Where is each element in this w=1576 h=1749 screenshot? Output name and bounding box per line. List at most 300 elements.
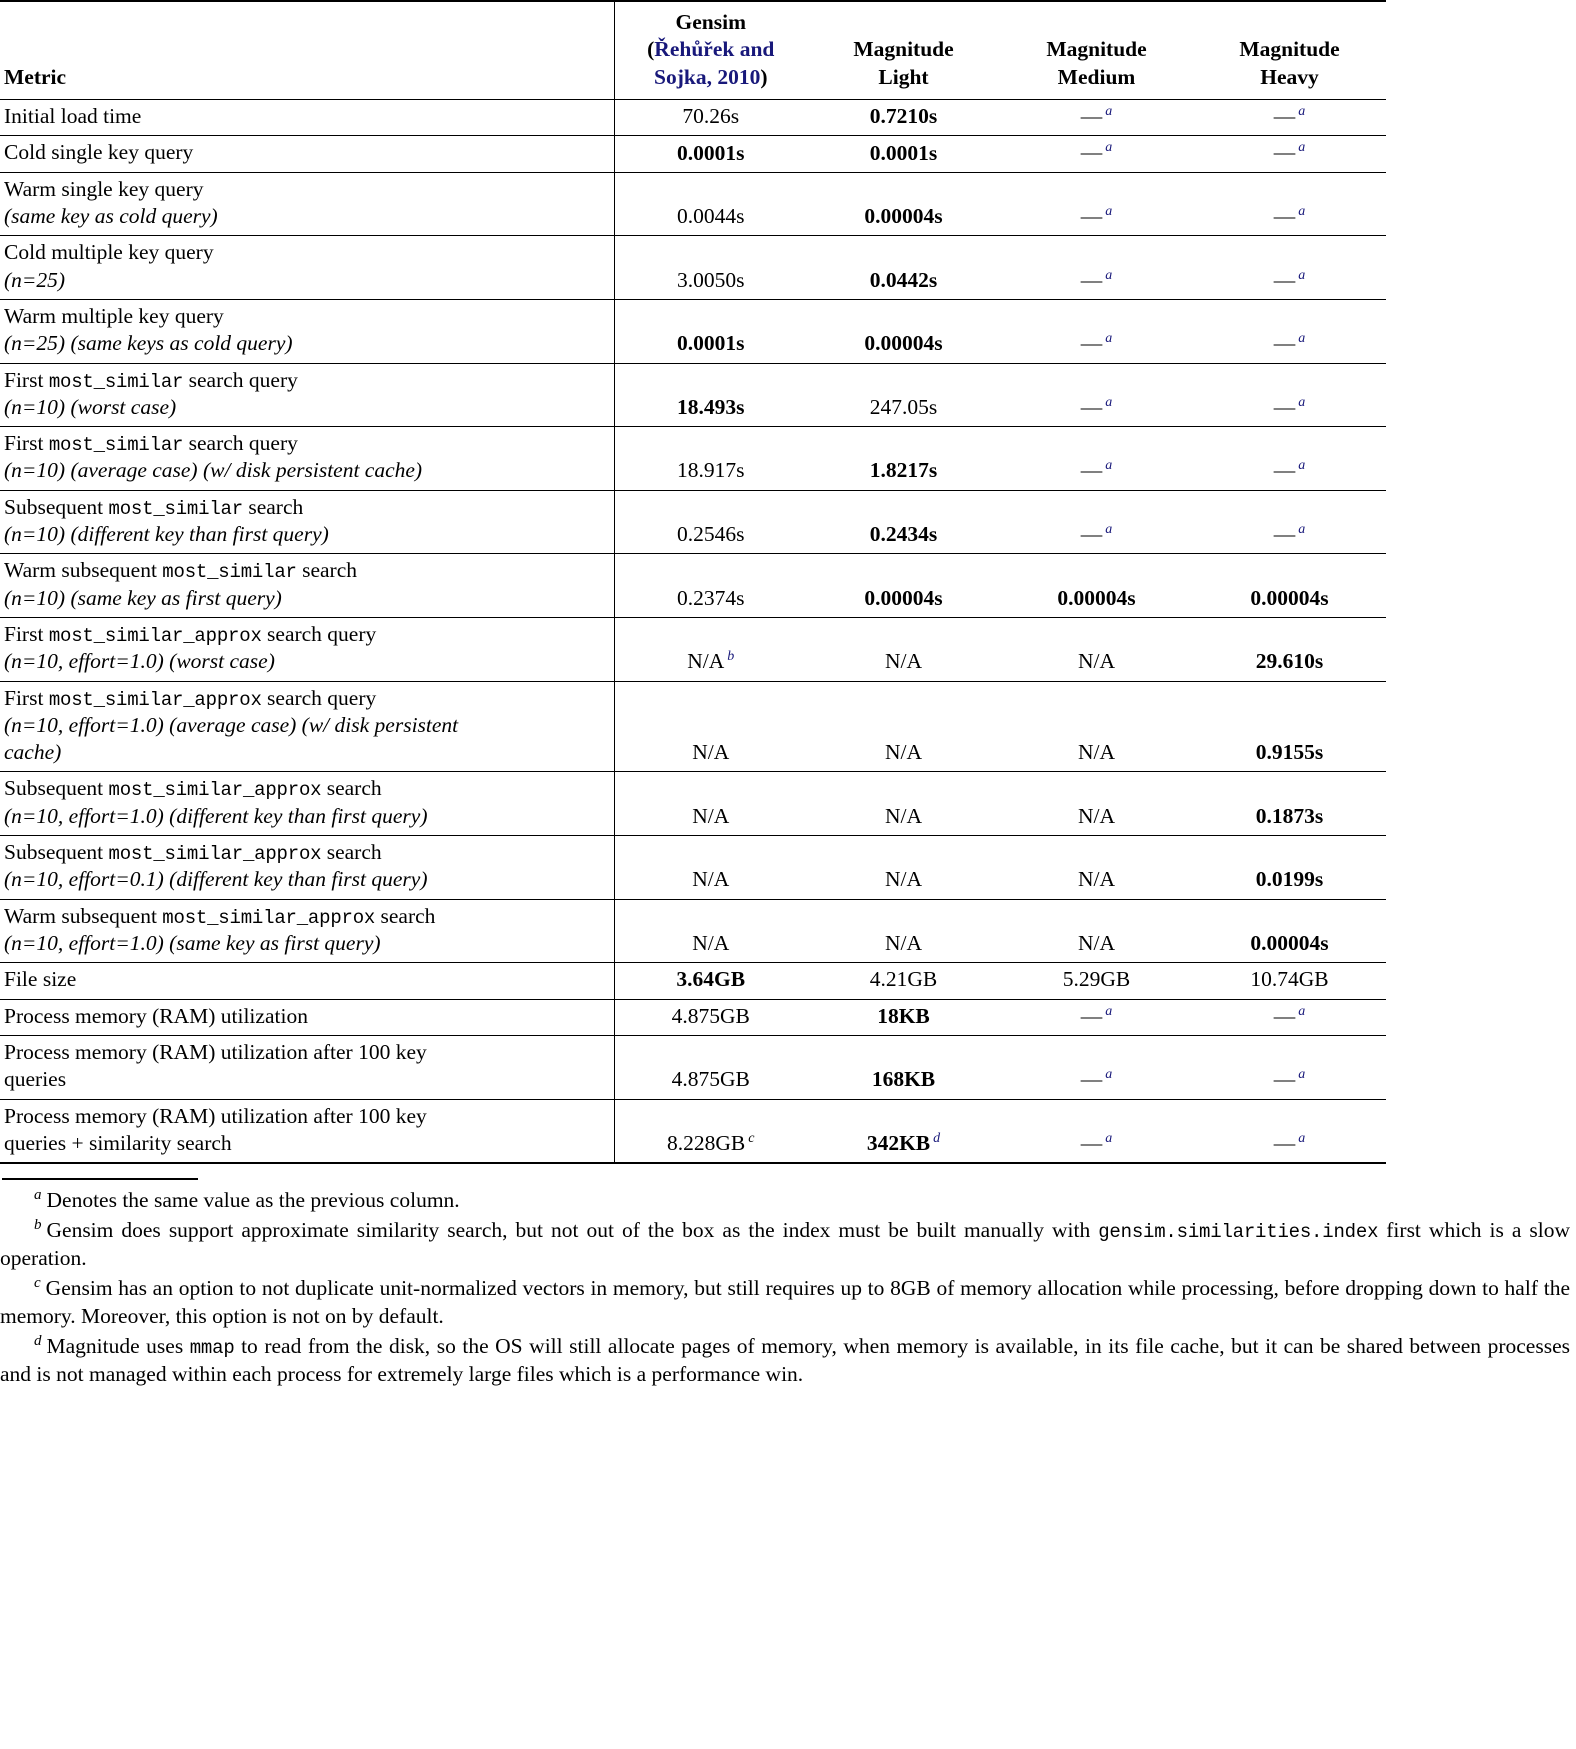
metric-text-post: search query [183, 431, 298, 456]
metric-line-2: (n=10) (worst case) [4, 394, 177, 419]
cell-magnitude-medium [1000, 172, 1193, 236]
column-header-gensim-citation[interactable]: Řehůřek and Sojka, 2010 [654, 37, 775, 89]
row-metric-label [0, 899, 614, 963]
metric-text-pre: Subsequent [4, 776, 109, 801]
row-metric-label [0, 99, 614, 135]
metric-line-1 [4, 775, 604, 802]
cell-gensim [614, 617, 807, 681]
metric-line-1: Cold multiple key query [4, 240, 214, 265]
cell-magnitude-medium [1000, 554, 1193, 618]
column-header-magnitude-medium [1000, 1, 1193, 99]
cell-magnitude-light [807, 899, 1000, 963]
metric-text-post: search query [261, 621, 377, 646]
metric-code-token: most_similar_approx [162, 906, 376, 929]
column-header-medium-line1: Magnitude [1046, 37, 1147, 62]
cell-value: 8.228GB [667, 1130, 746, 1155]
cell-magnitude-medium [1000, 1035, 1193, 1099]
footnote-item [0, 1332, 1570, 1389]
cell-magnitude-heavy [1193, 299, 1386, 363]
cell-value: N/A [692, 740, 730, 765]
footnote-marker-label: b [34, 1217, 42, 1234]
metric-line-2: (n=10, effort=1.0) (same key as first query) [4, 930, 381, 955]
cell-magnitude-medium [1000, 99, 1193, 135]
footnote-marker[interactable]: c [748, 1130, 755, 1146]
cell-value: — [1080, 140, 1103, 165]
cell-value: 247.05s [869, 394, 938, 419]
footnote-marker[interactable]: a [1105, 267, 1113, 283]
cell-value: 10.74GB [1250, 967, 1329, 992]
row-metric-label [0, 999, 614, 1035]
cell-value: — [1273, 331, 1296, 356]
cell-magnitude-light [807, 617, 1000, 681]
cell-value: 5.29GB [1062, 967, 1131, 992]
cell-magnitude-heavy [1193, 999, 1386, 1035]
cell-magnitude-medium [1000, 999, 1193, 1035]
column-header-medium-line2: Medium [1057, 64, 1136, 89]
footnote-marker[interactable]: b [727, 649, 735, 665]
footnote-code-token: mmap [189, 1337, 235, 1360]
cell-value: — [1273, 204, 1296, 229]
cell-value: N/A [884, 867, 923, 892]
cell-value: 18KB [877, 1003, 930, 1028]
metric-line-2: (n=10) (average case) (w/ disk persistent cache) [4, 458, 423, 483]
row-metric-label [0, 299, 614, 363]
footnote-marker[interactable]: a [1105, 140, 1113, 156]
footnote-code-token: gensim.similarities.index [1098, 1221, 1379, 1244]
metric-line-1: Process memory (RAM) utilization after 100 key [4, 1039, 427, 1064]
metric-text-pre: First [4, 367, 49, 392]
cell-magnitude-light [807, 427, 1000, 491]
cell-value: N/A [1077, 930, 1116, 955]
cell-magnitude-light [807, 554, 1000, 618]
table-row [0, 136, 1386, 172]
metric-text-pre: Subsequent [4, 840, 109, 865]
footnote-marker[interactable]: a [1298, 140, 1306, 156]
cell-magnitude-medium [1000, 490, 1193, 554]
metric-line-2: (n=10) (different key than first query) [4, 522, 329, 547]
footnote-marker[interactable]: a [1105, 103, 1113, 119]
footnote-list [0, 1186, 1570, 1389]
column-header-gensim [614, 1, 807, 99]
cell-value: 70.26s [682, 104, 740, 129]
cell-magnitude-heavy [1193, 772, 1386, 836]
cell-magnitude-medium [1000, 136, 1193, 172]
cell-magnitude-light [807, 490, 1000, 554]
cell-value: 0.0199s [1255, 867, 1324, 892]
column-header-heavy-line1: Magnitude [1239, 37, 1340, 62]
cell-magnitude-medium [1000, 836, 1193, 900]
table-row [0, 1099, 1386, 1163]
footnote-marker[interactable]: a [1105, 521, 1113, 537]
cell-magnitude-light [807, 172, 1000, 236]
metric-code-token: most_similar_approx [48, 624, 262, 647]
metric-code-token: most_similar_approx [108, 779, 322, 802]
cell-magnitude-light [807, 772, 1000, 836]
footnote-text-pre: Magnitude uses [46, 1334, 190, 1359]
metric-text-pre: First [4, 685, 49, 710]
footnotes-section [0, 1178, 1576, 1389]
bottom-rule-cell [0, 1163, 614, 1164]
row-metric-label [0, 427, 614, 491]
metric-line-1 [4, 621, 604, 648]
cell-magnitude-heavy [1193, 490, 1386, 554]
footnote-marker[interactable]: a [1298, 103, 1306, 119]
metric-code-token: most_similar_approx [48, 688, 262, 711]
table-header [0, 1, 1386, 99]
cell-gensim [614, 899, 807, 963]
column-header-metric: Metric [0, 1, 614, 99]
cell-gensim [614, 963, 807, 999]
footnote-marker[interactable]: a [1105, 1130, 1113, 1146]
footnote-marker[interactable]: a [1298, 267, 1306, 283]
cell-value: N/A [1077, 740, 1116, 765]
footnote-marker[interactable]: a [1298, 1067, 1306, 1083]
column-header-heavy-line2: Heavy [1260, 64, 1319, 89]
cell-magnitude-light [807, 363, 1000, 427]
cell-gensim [614, 299, 807, 363]
metric-line-1 [4, 557, 604, 584]
column-header-light-line2: Light [878, 64, 929, 89]
metric-code-token: most_similar_approx [108, 843, 322, 866]
cell-value: 0.0442s [869, 267, 938, 292]
cell-magnitude-medium [1000, 681, 1193, 772]
cell-value: 0.0044s [677, 204, 745, 229]
metric-line-2: (n=25) [4, 267, 66, 292]
footnote-marker[interactable]: a [1298, 458, 1306, 474]
column-header-gensim-name: Gensim [675, 10, 746, 34]
footnote-marker-label: d [34, 1333, 42, 1350]
cell-value: 4.875GB [671, 1067, 750, 1092]
row-metric-label [0, 172, 614, 236]
metric-line-3: cache) [4, 740, 62, 765]
cell-magnitude-medium [1000, 1099, 1193, 1163]
metric-line-1: File size [4, 967, 77, 992]
metric-line-1: Process memory (RAM) utilization [4, 1003, 308, 1028]
metric-text-pre: Subsequent [4, 494, 109, 519]
cell-gensim [614, 681, 807, 772]
cell-magnitude-heavy [1193, 1035, 1386, 1099]
metric-text-post: search [242, 494, 304, 519]
cell-value: N/A [884, 649, 923, 674]
cell-magnitude-light [807, 299, 1000, 363]
cell-value: 1.8217s [869, 458, 938, 483]
cell-magnitude-light [807, 136, 1000, 172]
cell-value: 29.610s [1255, 649, 1324, 674]
table-row [0, 999, 1386, 1035]
cell-value: N/A [692, 803, 730, 828]
cell-magnitude-heavy [1193, 681, 1386, 772]
cell-gensim [614, 427, 807, 491]
table-row [0, 617, 1386, 681]
cell-magnitude-medium [1000, 236, 1193, 300]
cell-value: — [1273, 140, 1296, 165]
cell-value: — [1080, 1130, 1103, 1155]
cell-value: — [1080, 267, 1103, 292]
footnote-marker[interactable]: a [1105, 394, 1113, 410]
cell-value: — [1273, 104, 1296, 129]
metric-text-pre: First [4, 621, 49, 646]
table-body [0, 99, 1386, 1164]
row-metric-label [0, 772, 614, 836]
table-row [0, 363, 1386, 427]
table-row [0, 490, 1386, 554]
cell-value: 0.00004s [864, 585, 943, 610]
cell-value: 0.0001s [677, 331, 745, 356]
bottom-rule-cell [807, 1163, 1000, 1164]
footnote-marker[interactable]: a [1298, 394, 1306, 410]
table-row [0, 681, 1386, 772]
footnote-text: Denotes the same value as the previous column. [46, 1188, 460, 1213]
cell-gensim [614, 490, 807, 554]
footnote-marker[interactable]: d [933, 1130, 941, 1146]
metric-line-1: Warm single key query [4, 176, 204, 201]
metric-text-post: search [375, 903, 436, 928]
cell-value: — [1273, 522, 1296, 547]
metric-line-1 [4, 685, 604, 712]
column-header-magnitude-light [807, 1, 1000, 99]
metric-line-1 [4, 494, 604, 521]
metric-line-1 [4, 430, 604, 457]
metric-code-token: most_similar [108, 497, 243, 520]
column-header-gensim-citation-close: ) [760, 64, 768, 89]
cell-gensim [614, 99, 807, 135]
metric-line-2: queries + similarity search [4, 1130, 232, 1155]
metric-line-2: queries [4, 1067, 67, 1092]
metric-line-2: (n=10, effort=1.0) (worst case) [4, 649, 275, 674]
column-header-magnitude-heavy [1193, 1, 1386, 99]
cell-value: — [1080, 1003, 1103, 1028]
bottom-rule-cell [1000, 1163, 1193, 1164]
table-row [0, 236, 1386, 300]
row-metric-label [0, 236, 614, 300]
table-row [0, 836, 1386, 900]
metric-text-post: search [321, 840, 382, 865]
cell-value: — [1080, 331, 1103, 356]
cell-magnitude-heavy [1193, 554, 1386, 618]
footnote-marker[interactable]: a [1298, 521, 1306, 537]
cell-gensim [614, 136, 807, 172]
cell-value: 0.00004s [1250, 585, 1329, 610]
cell-value: N/A [1077, 867, 1116, 892]
cell-magnitude-light [807, 681, 1000, 772]
metric-line-2: (n=25) (same keys as cold query) [4, 331, 293, 356]
cell-value: — [1273, 394, 1296, 419]
cell-magnitude-heavy [1193, 236, 1386, 300]
metric-text-post: search [321, 776, 382, 801]
cell-value: — [1273, 1130, 1296, 1155]
footnote-text-pre: Gensim does support approximate similarity search, but not out of the box as the index must be built manually with [46, 1218, 1099, 1243]
column-header-gensim-citation-open: ( [647, 37, 655, 62]
cell-value: 0.0001s [869, 140, 938, 165]
cell-gensim [614, 554, 807, 618]
metric-line-1: Warm multiple key query [4, 303, 224, 328]
metric-code-token: most_similar [48, 370, 184, 393]
cell-magnitude-heavy [1193, 1099, 1386, 1163]
table-row [0, 172, 1386, 236]
header-row [0, 1, 1386, 99]
footnote-item [0, 1216, 1570, 1273]
footnote-text-post: to read from the disk, so the OS will still allocate pages of memory, when memory is available, in its file cache, but it can be shared between processes and is not managed within each process for extremely large files which is a performance win. [0, 1334, 1570, 1387]
cell-value: N/A [692, 867, 730, 892]
metric-code-token: most_similar [48, 434, 184, 457]
metric-line-1: Initial load time [4, 103, 142, 128]
footnote-item [0, 1186, 1570, 1215]
footnote-marker[interactable]: a [1105, 203, 1113, 219]
cell-value: — [1080, 394, 1103, 419]
cell-value: — [1273, 1067, 1296, 1092]
metric-line-1 [4, 367, 604, 394]
metric-line-2: (n=10) (same key as first query) [4, 585, 282, 610]
cell-value: N/A [884, 930, 923, 955]
bottom-rule-cell [614, 1163, 807, 1164]
footnote-marker[interactable]: a [1105, 331, 1113, 347]
footnote-text: Gensim has an option to not duplicate unit-normalized vectors in memory, but still requires up to 8GB of memory allocation while processing, before dropping down to half the memory. Moreover, this option is not on by default. [0, 1276, 1570, 1329]
cell-magnitude-medium [1000, 772, 1193, 836]
metric-text-pre: Warm subsequent [4, 903, 163, 928]
cell-value: 0.1873s [1255, 803, 1324, 828]
metric-text-pre: Warm subsequent [4, 558, 163, 583]
cell-magnitude-heavy [1193, 363, 1386, 427]
table-bottom-rule [0, 1163, 1386, 1164]
cell-gensim [614, 999, 807, 1035]
cell-value: — [1273, 267, 1296, 292]
footnote-marker[interactable]: a [1298, 331, 1306, 347]
row-metric-label [0, 554, 614, 618]
metric-text-post: search query [183, 367, 298, 392]
metric-line-1: Cold single key query [4, 140, 194, 165]
metric-line-1: Process memory (RAM) utilization after 100 key [4, 1103, 427, 1128]
cell-gensim [614, 1035, 807, 1099]
table-row [0, 772, 1386, 836]
footnote-marker[interactable]: a [1298, 1003, 1306, 1019]
cell-magnitude-medium [1000, 899, 1193, 963]
cell-value: — [1080, 1067, 1103, 1092]
cell-value: 18.917s [677, 458, 745, 483]
cell-gensim [614, 1099, 807, 1163]
cell-value: 0.2434s [869, 522, 938, 547]
cell-magnitude-light [807, 999, 1000, 1035]
metric-line-2: (n=10, effort=0.1) (different key than first query) [4, 867, 428, 892]
cell-value: 0.00004s [864, 204, 943, 229]
row-metric-label [0, 136, 614, 172]
cell-magnitude-medium [1000, 963, 1193, 999]
cell-value: N/A [692, 930, 730, 955]
cell-magnitude-light [807, 99, 1000, 135]
cell-gensim [614, 363, 807, 427]
row-metric-label [0, 1035, 614, 1099]
metric-line-2: (n=10, effort=1.0) (different key than first query) [4, 803, 428, 828]
cell-value: 4.21GB [869, 967, 938, 992]
cell-value: 3.0050s [677, 267, 745, 292]
cell-value: 0.00004s [864, 331, 943, 356]
cell-magnitude-light [807, 963, 1000, 999]
footnote-marker[interactable]: a [1298, 1130, 1306, 1146]
cell-value: 3.64GB [676, 967, 746, 992]
metric-text-pre: First [4, 431, 49, 456]
footnote-marker[interactable]: a [1298, 203, 1306, 219]
cell-value: — [1080, 522, 1103, 547]
cell-magnitude-heavy [1193, 899, 1386, 963]
table-row [0, 427, 1386, 491]
footnote-marker-label: c [34, 1275, 41, 1292]
cell-value: N/A [884, 740, 923, 765]
cell-value: — [1080, 204, 1103, 229]
cell-value: — [1080, 104, 1103, 129]
cell-gensim [614, 172, 807, 236]
cell-value: N/A [884, 803, 923, 828]
cell-value: 0.9155s [1255, 740, 1324, 765]
cell-magnitude-medium [1000, 617, 1193, 681]
cell-value: 4.875GB [671, 1003, 750, 1028]
column-header-light-line1: Magnitude [853, 37, 954, 62]
cell-value: — [1080, 458, 1103, 483]
cell-magnitude-light [807, 1035, 1000, 1099]
row-metric-label [0, 836, 614, 900]
cell-value: N/A [1077, 803, 1116, 828]
cell-value: 0.2374s [677, 585, 745, 610]
cell-value: 0.00004s [1057, 585, 1136, 610]
cell-magnitude-light [807, 236, 1000, 300]
table-row [0, 299, 1386, 363]
cell-value: 18.493s [677, 394, 745, 419]
footnote-item [0, 1274, 1570, 1331]
cell-magnitude-medium [1000, 427, 1193, 491]
cell-value: 168KB [871, 1067, 936, 1092]
metric-line-2: (same key as cold query) [4, 204, 218, 229]
footnote-marker[interactable]: a [1105, 1003, 1113, 1019]
metric-line-2: (n=10, effort=1.0) (average case) (w/ disk persistent [4, 712, 459, 737]
metric-line-1 [4, 903, 604, 930]
cell-magnitude-medium [1000, 363, 1193, 427]
cell-value: 0.7210s [869, 104, 938, 129]
cell-magnitude-light [807, 1099, 1000, 1163]
table-row [0, 554, 1386, 618]
cell-value: 0.2546s [677, 522, 745, 547]
metric-text-post: search query [261, 685, 377, 710]
table-row [0, 963, 1386, 999]
cell-gensim [614, 772, 807, 836]
table-row [0, 1035, 1386, 1099]
cell-value: N/A [1077, 649, 1116, 674]
footnote-marker[interactable]: a [1105, 1067, 1113, 1083]
table-row [0, 99, 1386, 135]
footnote-marker[interactable]: a [1105, 458, 1113, 474]
footnote-marker-label: a [34, 1187, 42, 1204]
row-metric-label [0, 617, 614, 681]
cell-value: N/A [687, 649, 725, 674]
cell-magnitude-heavy [1193, 963, 1386, 999]
cell-magnitude-heavy [1193, 427, 1386, 491]
cell-value: 0.0001s [677, 140, 745, 165]
cell-magnitude-heavy [1193, 136, 1386, 172]
cell-gensim [614, 836, 807, 900]
cell-value: — [1273, 458, 1296, 483]
metric-code-token: most_similar [162, 561, 297, 584]
cell-value: — [1273, 1003, 1296, 1028]
cell-magnitude-heavy [1193, 172, 1386, 236]
metric-text-post: search [296, 558, 358, 583]
bottom-rule-cell [1193, 1163, 1386, 1164]
cell-magnitude-heavy [1193, 617, 1386, 681]
cell-gensim [614, 236, 807, 300]
row-metric-label [0, 490, 614, 554]
row-metric-label [0, 363, 614, 427]
row-metric-label [0, 681, 614, 772]
cell-magnitude-heavy [1193, 836, 1386, 900]
cell-value: 342KB [866, 1130, 931, 1155]
footnote-text-post: first which is a slow operation. [0, 1218, 1570, 1271]
row-metric-label [0, 1099, 614, 1163]
